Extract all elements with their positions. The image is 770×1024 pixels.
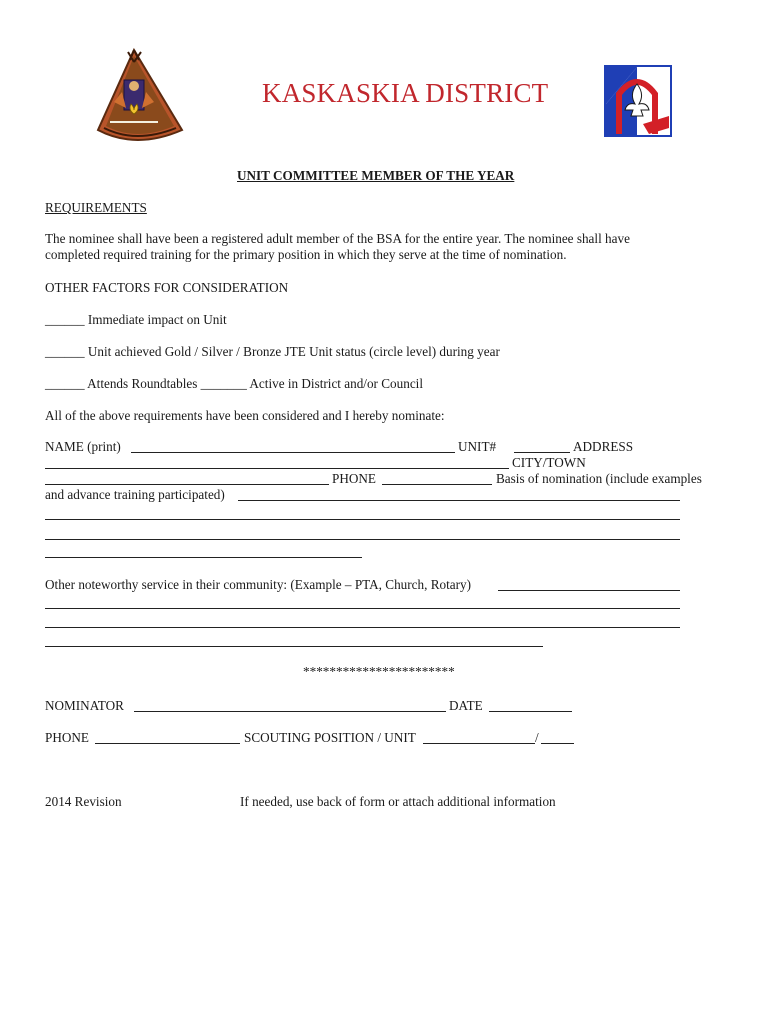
date-field[interactable] — [489, 711, 572, 712]
phone-label: PHONE — [332, 471, 376, 486]
position-unit-slash: / — [535, 730, 539, 745]
nominate-statement: All of the above requirements have been considered and I hereby nominate: — [45, 408, 445, 423]
name-field[interactable] — [131, 452, 455, 453]
name-label: NAME (print) — [45, 439, 121, 454]
scouting-position-label: SCOUTING POSITION / UNIT — [244, 730, 416, 745]
footer-note: If needed, use back of form or attach additional information — [240, 794, 556, 809]
service-label: Other noteworthy service in their community: (Example – PTA, Church, Rotary) — [45, 577, 471, 592]
form-title: UNIT COMMITTEE MEMBER OF THE YEAR — [237, 168, 515, 183]
address-field[interactable] — [45, 468, 509, 469]
phone-field[interactable] — [382, 484, 492, 485]
requirements-text-line1: The nominee shall have been a registered adult member of the BSA for the entire year. The nominee shall have — [45, 231, 630, 246]
basis-field-line3[interactable] — [45, 539, 680, 540]
service-field-line2[interactable] — [45, 608, 680, 609]
scouting-unit-field[interactable] — [541, 743, 574, 744]
address-label: ADDRESS — [573, 439, 634, 454]
city-field[interactable] — [45, 484, 329, 485]
other-factors-heading: OTHER FACTORS FOR CONSIDERATION — [45, 280, 289, 295]
date-label: DATE — [449, 698, 483, 713]
basis-field-line4[interactable] — [45, 557, 362, 558]
nominator-phone-field[interactable] — [95, 743, 240, 744]
district-title: KASKASKIA DISTRICT — [262, 78, 549, 108]
scouting-position-field[interactable] — [423, 743, 535, 744]
requirements-text-line2: completed required training for the primary position in which they serve at the time of nomination. — [45, 247, 567, 262]
service-field-line1[interactable] — [498, 590, 680, 591]
nominator-label: NOMINATOR — [45, 698, 124, 713]
service-field-line3[interactable] — [45, 627, 680, 628]
factor-immediate-impact[interactable]: ______ Immediate impact on Unit — [45, 312, 227, 327]
fleur-de-lis-arch-logo — [603, 64, 675, 138]
basis-field-line2[interactable] — [45, 519, 680, 520]
factor-jte-status[interactable]: ______ Unit achieved Gold / Silver / Bronze JTE Unit status (circle level) during year — [45, 344, 500, 359]
requirements-heading: REQUIREMENTS — [45, 200, 147, 215]
unit-label: UNIT# — [458, 439, 497, 454]
separator: *********************** — [303, 664, 455, 679]
basis-field-line1[interactable] — [238, 500, 680, 501]
nominator-field[interactable] — [134, 711, 446, 712]
revision-note: 2014 Revision — [45, 794, 122, 809]
nominator-phone-label: PHONE — [45, 730, 89, 745]
factor-roundtables-active[interactable]: ______ Attends Roundtables _______ Active in District and/or Council — [45, 376, 424, 391]
basis-label-continued: and advance training participated) — [45, 487, 225, 502]
city-label: CITY/TOWN — [512, 455, 586, 470]
unit-field[interactable] — [514, 452, 570, 453]
service-field-line4[interactable] — [45, 646, 543, 647]
basis-label: Basis of nomination (include examples — [496, 471, 702, 486]
tipi-patch-logo — [84, 46, 188, 150]
